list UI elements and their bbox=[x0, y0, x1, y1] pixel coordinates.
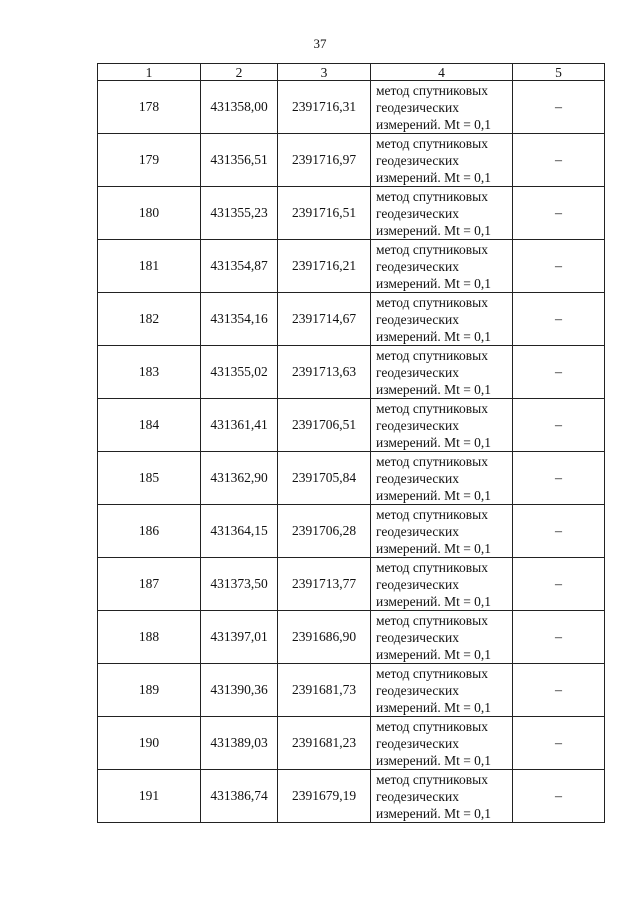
method-line: геодезических bbox=[376, 99, 459, 115]
method-line: измерений. Mt = 0,1 bbox=[376, 593, 492, 609]
point-number-cell: 186 bbox=[98, 505, 201, 558]
table-row bbox=[98, 346, 605, 399]
x-coordinate-cell: 431355,02 bbox=[201, 346, 278, 399]
method-line: геодезических bbox=[376, 470, 459, 486]
method-line: метод спутниковых bbox=[376, 453, 488, 469]
method-line: метод спутниковых bbox=[376, 294, 488, 310]
method-line: измерений. Mt = 0,1 bbox=[376, 805, 492, 821]
method-cell bbox=[371, 452, 513, 505]
table-row bbox=[98, 293, 605, 346]
note-cell bbox=[513, 770, 605, 823]
point-number-cell: 189 bbox=[98, 664, 201, 717]
method-line: метод спутниковых bbox=[376, 612, 488, 628]
method-cell bbox=[371, 611, 513, 664]
dash-mark: – bbox=[555, 258, 562, 274]
dash-mark: – bbox=[555, 99, 562, 115]
point-number-cell: 187 bbox=[98, 558, 201, 611]
method-line: метод спутниковых bbox=[376, 665, 488, 681]
method-line: измерений. Mt = 0,1 bbox=[376, 222, 492, 238]
method-line: геодезических bbox=[376, 152, 459, 168]
table-row bbox=[98, 770, 605, 823]
method-line: измерений. Mt = 0,1 bbox=[376, 752, 492, 768]
dash-mark: – bbox=[555, 788, 562, 804]
point-number-cell: 191 bbox=[98, 770, 201, 823]
y-coordinate-cell: 2391679,19 bbox=[278, 770, 371, 823]
note-cell bbox=[513, 187, 605, 240]
method-line: геодезических bbox=[376, 576, 459, 592]
y-coordinate-cell: 2391706,51 bbox=[278, 399, 371, 452]
point-number-cell: 179 bbox=[98, 134, 201, 187]
table-header bbox=[98, 64, 605, 81]
method-line: метод спутниковых bbox=[376, 82, 488, 98]
table-row bbox=[98, 717, 605, 770]
method-cell bbox=[371, 346, 513, 399]
x-coordinate-cell: 431390,36 bbox=[201, 664, 278, 717]
method-cell bbox=[371, 293, 513, 346]
note-cell bbox=[513, 717, 605, 770]
note-cell bbox=[513, 81, 605, 134]
table-row bbox=[98, 399, 605, 452]
y-coordinate-cell: 2391686,90 bbox=[278, 611, 371, 664]
table-row bbox=[98, 505, 605, 558]
method-line: измерений. Mt = 0,1 bbox=[376, 328, 492, 344]
note-cell bbox=[513, 558, 605, 611]
point-number-cell: 181 bbox=[98, 240, 201, 293]
method-line: геодезических bbox=[376, 364, 459, 380]
note-cell bbox=[513, 505, 605, 558]
x-coordinate-cell: 431361,41 bbox=[201, 399, 278, 452]
method-line: метод спутниковых bbox=[376, 135, 488, 151]
table-row bbox=[98, 81, 605, 134]
x-coordinate-cell: 431364,15 bbox=[201, 505, 278, 558]
x-coordinate-cell: 431354,87 bbox=[201, 240, 278, 293]
method-cell bbox=[371, 664, 513, 717]
table-row bbox=[98, 664, 605, 717]
y-coordinate-cell: 2391681,23 bbox=[278, 717, 371, 770]
note-cell bbox=[513, 664, 605, 717]
point-number-cell: 183 bbox=[98, 346, 201, 399]
column-header-5: 5 bbox=[513, 64, 605, 81]
table-row bbox=[98, 558, 605, 611]
column-header-4: 4 bbox=[371, 64, 513, 81]
method-line: измерений. Mt = 0,1 bbox=[376, 169, 492, 185]
method-line: измерений. Mt = 0,1 bbox=[376, 116, 492, 132]
dash-mark: – bbox=[555, 205, 562, 221]
method-cell bbox=[371, 770, 513, 823]
x-coordinate-cell: 431389,03 bbox=[201, 717, 278, 770]
method-cell bbox=[371, 558, 513, 611]
dash-mark: – bbox=[555, 735, 562, 751]
x-coordinate-cell: 431386,74 bbox=[201, 770, 278, 823]
dash-mark: – bbox=[555, 629, 562, 645]
y-coordinate-cell: 2391716,97 bbox=[278, 134, 371, 187]
y-coordinate-cell: 2391716,21 bbox=[278, 240, 371, 293]
method-line: геодезических bbox=[376, 311, 459, 327]
method-line: метод спутниковых bbox=[376, 771, 488, 787]
point-number-cell: 182 bbox=[98, 293, 201, 346]
method-line: измерений. Mt = 0,1 bbox=[376, 540, 492, 556]
method-cell bbox=[371, 717, 513, 770]
y-coordinate-cell: 2391716,51 bbox=[278, 187, 371, 240]
method-line: измерений. Mt = 0,1 bbox=[376, 381, 492, 397]
table-row bbox=[98, 452, 605, 505]
method-line: геодезических bbox=[376, 735, 459, 751]
x-coordinate-cell: 431356,51 bbox=[201, 134, 278, 187]
dash-mark: – bbox=[555, 364, 562, 380]
method-line: метод спутниковых bbox=[376, 559, 488, 575]
method-line: метод спутниковых bbox=[376, 400, 488, 416]
y-coordinate-cell: 2391705,84 bbox=[278, 452, 371, 505]
method-cell bbox=[371, 240, 513, 293]
method-line: геодезических bbox=[376, 417, 459, 433]
method-line: измерений. Mt = 0,1 bbox=[376, 275, 492, 291]
x-coordinate-cell: 431397,01 bbox=[201, 611, 278, 664]
y-coordinate-cell: 2391681,73 bbox=[278, 664, 371, 717]
column-header-2: 2 bbox=[201, 64, 278, 81]
method-line: метод спутниковых bbox=[376, 506, 488, 522]
y-coordinate-cell: 2391713,77 bbox=[278, 558, 371, 611]
x-coordinate-cell: 431355,23 bbox=[201, 187, 278, 240]
column-header-3: 3 bbox=[278, 64, 371, 81]
method-line: измерений. Mt = 0,1 bbox=[376, 646, 492, 662]
point-number-cell: 185 bbox=[98, 452, 201, 505]
note-cell bbox=[513, 134, 605, 187]
note-cell bbox=[513, 611, 605, 664]
x-coordinate-cell: 431362,90 bbox=[201, 452, 278, 505]
method-line: измерений. Mt = 0,1 bbox=[376, 434, 492, 450]
dash-mark: – bbox=[555, 523, 562, 539]
note-cell bbox=[513, 293, 605, 346]
header-row bbox=[98, 64, 605, 81]
method-cell bbox=[371, 134, 513, 187]
method-line: измерений. Mt = 0,1 bbox=[376, 699, 492, 715]
point-number-cell: 188 bbox=[98, 611, 201, 664]
note-cell bbox=[513, 240, 605, 293]
y-coordinate-cell: 2391713,63 bbox=[278, 346, 371, 399]
point-number-cell: 178 bbox=[98, 81, 201, 134]
point-number-cell: 180 bbox=[98, 187, 201, 240]
method-line: геодезических bbox=[376, 788, 459, 804]
y-coordinate-cell: 2391714,67 bbox=[278, 293, 371, 346]
method-cell bbox=[371, 399, 513, 452]
method-line: геодезических bbox=[376, 205, 459, 221]
method-line: метод спутниковых bbox=[376, 718, 488, 734]
dash-mark: – bbox=[555, 576, 562, 592]
x-coordinate-cell: 431354,16 bbox=[201, 293, 278, 346]
method-line: метод спутниковых bbox=[376, 241, 488, 257]
dash-mark: – bbox=[555, 152, 562, 168]
note-cell bbox=[513, 452, 605, 505]
table-row bbox=[98, 187, 605, 240]
table-row bbox=[98, 611, 605, 664]
method-line: метод спутниковых bbox=[376, 347, 488, 363]
method-line: геодезических bbox=[376, 629, 459, 645]
y-coordinate-cell: 2391716,31 bbox=[278, 81, 371, 134]
table-row bbox=[98, 134, 605, 187]
method-line: геодезических bbox=[376, 523, 459, 539]
coordinates-table bbox=[97, 63, 605, 823]
method-line: метод спутниковых bbox=[376, 188, 488, 204]
x-coordinate-cell: 431358,00 bbox=[201, 81, 278, 134]
point-number-cell: 190 bbox=[98, 717, 201, 770]
dash-mark: – bbox=[555, 682, 562, 698]
y-coordinate-cell: 2391706,28 bbox=[278, 505, 371, 558]
method-line: измерений. Mt = 0,1 bbox=[376, 487, 492, 503]
method-line: геодезических bbox=[376, 682, 459, 698]
x-coordinate-cell: 431373,50 bbox=[201, 558, 278, 611]
dash-mark: – bbox=[555, 311, 562, 327]
column-header-1: 1 bbox=[98, 64, 201, 81]
note-cell bbox=[513, 399, 605, 452]
method-cell bbox=[371, 505, 513, 558]
note-cell bbox=[513, 346, 605, 399]
table-body bbox=[98, 81, 605, 823]
method-cell bbox=[371, 81, 513, 134]
dash-mark: – bbox=[555, 417, 562, 433]
point-number-cell: 184 bbox=[98, 399, 201, 452]
method-line: геодезических bbox=[376, 258, 459, 274]
page-number: 37 bbox=[313, 36, 327, 51]
table-row bbox=[98, 240, 605, 293]
method-cell bbox=[371, 187, 513, 240]
dash-mark: – bbox=[555, 470, 562, 486]
